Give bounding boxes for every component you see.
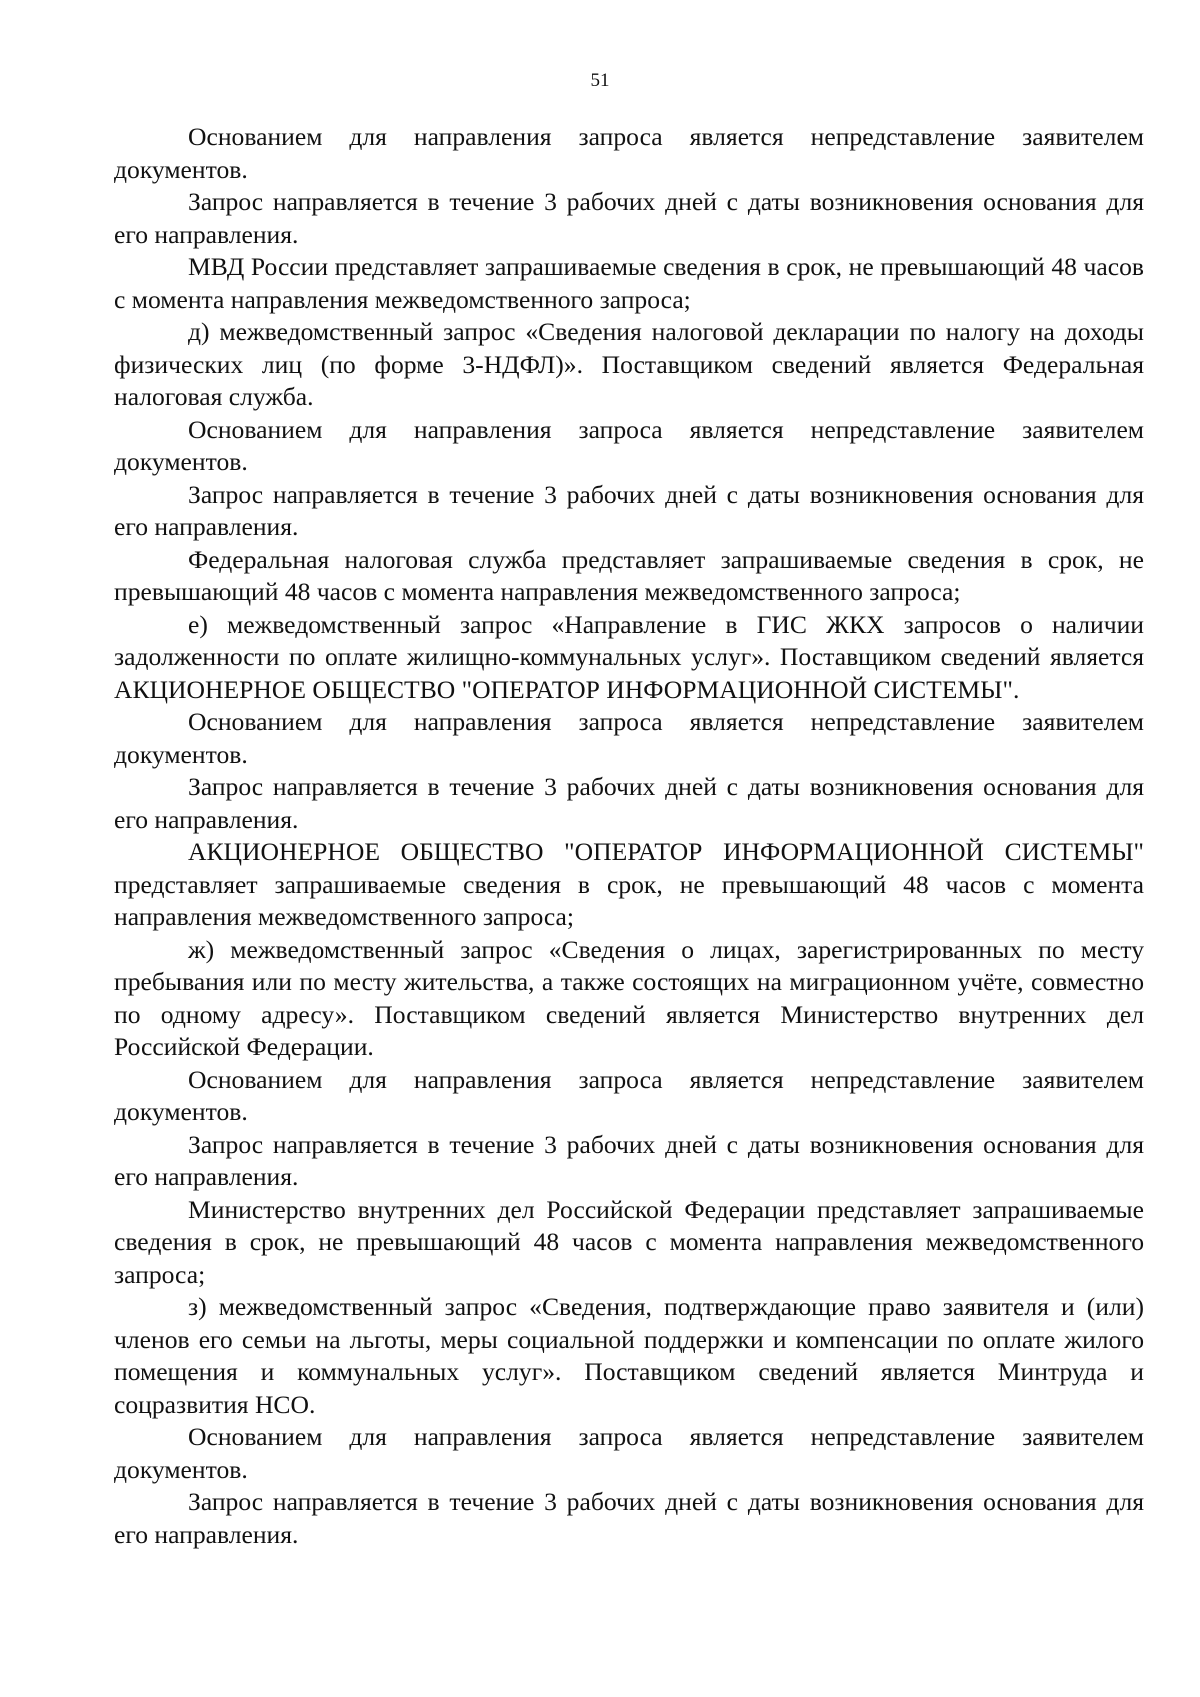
paragraph: Основанием для направления запроса является непредставление заявителем документов. [114,122,1144,184]
paragraph: Основанием для направления запроса является непредставление заявителем документов. [114,707,1144,769]
paragraph: АКЦИОНЕРНОЕ ОБЩЕСТВО "ОПЕРАТОР ИНФОРМАЦИОННОЙ СИСТЕМЫ" представляет запрашиваемые сведения в срок, не превышающий 48 часов с момента направления межведомственного запроса; [114,837,1144,931]
paragraph: з) межведомственный запрос «Сведения, подтверждающие право заявителя и (или) членов его семьи на льготы, меры социальной поддержки и компенсации по оплате жилого помещения и коммунальных услуг». Поставщиком сведений является Минтруда и соцразвития НСО. [114,1292,1144,1419]
paragraph: МВД России представляет запрашиваемые сведения в срок, не превышающий 48 часов с момента направления межведомственного запроса; [114,252,1144,314]
paragraph: Основанием для направления запроса является непредставление заявителем документов. [114,1422,1144,1484]
paragraph: Запрос направляется в течение 3 рабочих дней с даты возникновения основания для его направления. [114,772,1144,834]
paragraph: Министерство внутренних дел Российской Федерации представляет запрашиваемые сведения в срок, не превышающий 48 часов с момента направления межведомственного запроса; [114,1194,1144,1289]
paragraph: Запрос направляется в течение 3 рабочих дней с даты возникновения основания для его направления. [114,479,1144,541]
paragraph: Запрос направляется в течение 3 рабочих дней с даты возникновения основания для его направления. [114,187,1144,249]
paragraph: Запрос направляется в течение 3 рабочих дней с даты возникновения основания для его направления. [114,1487,1144,1549]
paragraph: е) межведомственный запрос «Направление в ГИС ЖКХ запросов о наличии задолженности по оплате жилищно-коммунальных услуг». Поставщиком сведений является АКЦИОНЕРНОЕ ОБЩЕСТВО "ОПЕРАТОР ИНФОРМАЦИОННОЙ СИСТЕМЫ". [114,609,1144,704]
paragraph: д) межведомственный запрос «Сведения налоговой декларации по налогу на доходы физических лиц (по форме 3-НДФЛ)». Поставщиком сведений является Федеральная налоговая служба. [114,317,1144,411]
paragraph: ж) межведомственный запрос «Сведения о лицах, зарегистрированных по месту пребывания или по месту жительства, а также состоящих на миграционном учёте, совместно по одному адресу». Поставщиком сведений является Министерство внутренних дел Российской Федерации. [114,934,1144,1061]
paragraph: Основанием для направления запроса является непредставление заявителем документов. [114,1064,1144,1126]
document-body [114,121,1144,1551]
paragraph: Запрос направляется в течение 3 рабочих дней с даты возникновения основания для его направления. [114,1129,1144,1191]
paragraph: Федеральная налоговая служба представляет запрашиваемые сведения в срок, не превышающий 48 часов с момента направления межведомственного запроса; [114,544,1144,606]
page-number: 51 [590,70,610,91]
paragraph: Основанием для направления запроса является непредставление заявителем документов. [114,414,1144,476]
